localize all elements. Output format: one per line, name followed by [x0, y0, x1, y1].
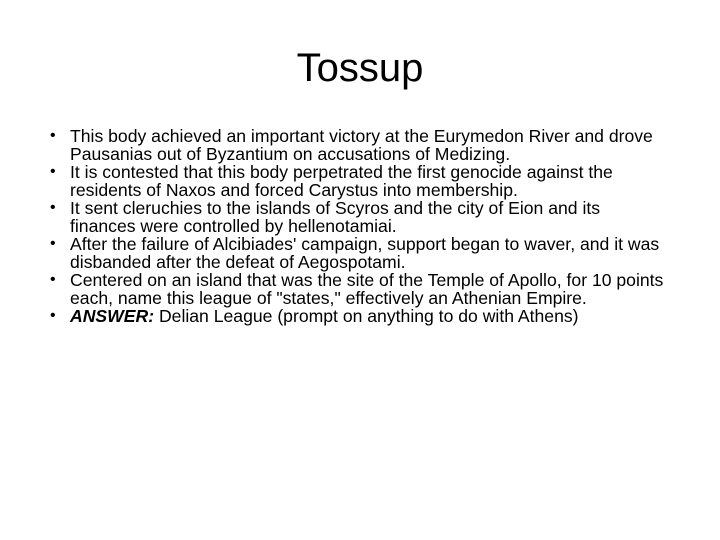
slide-title: Tossup [296, 46, 424, 90]
bullet-text: Centered on an island that was the site of the Temple of Apollo, for 10 points each, name this league of "states," effectively an Athenian Empire. [70, 270, 664, 308]
bullet-item [50, 199, 670, 235]
bullet-marker: • [50, 271, 56, 288]
bullet-marker: • [50, 127, 56, 144]
bullet-marker: • [50, 235, 56, 252]
bullet-marker: • [50, 199, 56, 216]
bullet-text: It sent cleruchies to the islands of Scyros and the city of Eion and its finances were controlled by hellenotamiai. [70, 198, 601, 236]
bullet-list [50, 127, 670, 325]
bullet-item [50, 271, 670, 307]
bullet-text: It is contested that this body perpetrated the first genocide against the residents of Naxos and forced Carystus into membership. [70, 162, 613, 200]
bullet-text: After the failure of Alcibiades' campaign, support began to waver, and it was disbanded after the defeat of Aegospotami. [70, 234, 660, 272]
bullet-marker: • [50, 307, 56, 324]
bullet-item [50, 163, 670, 199]
answer-text: Delian League (prompt on anything to do with Athens) [154, 306, 579, 326]
answer-item [50, 307, 670, 325]
answer-label: ANSWER: [70, 306, 155, 326]
bullet-marker: • [50, 163, 56, 180]
bullet-text: This body achieved an important victory at the Eurymedon River and drove Pausanias out of Byzantium on accusations of Medizing. [70, 126, 653, 164]
bullet-item [50, 127, 670, 163]
bullet-item [50, 235, 670, 271]
